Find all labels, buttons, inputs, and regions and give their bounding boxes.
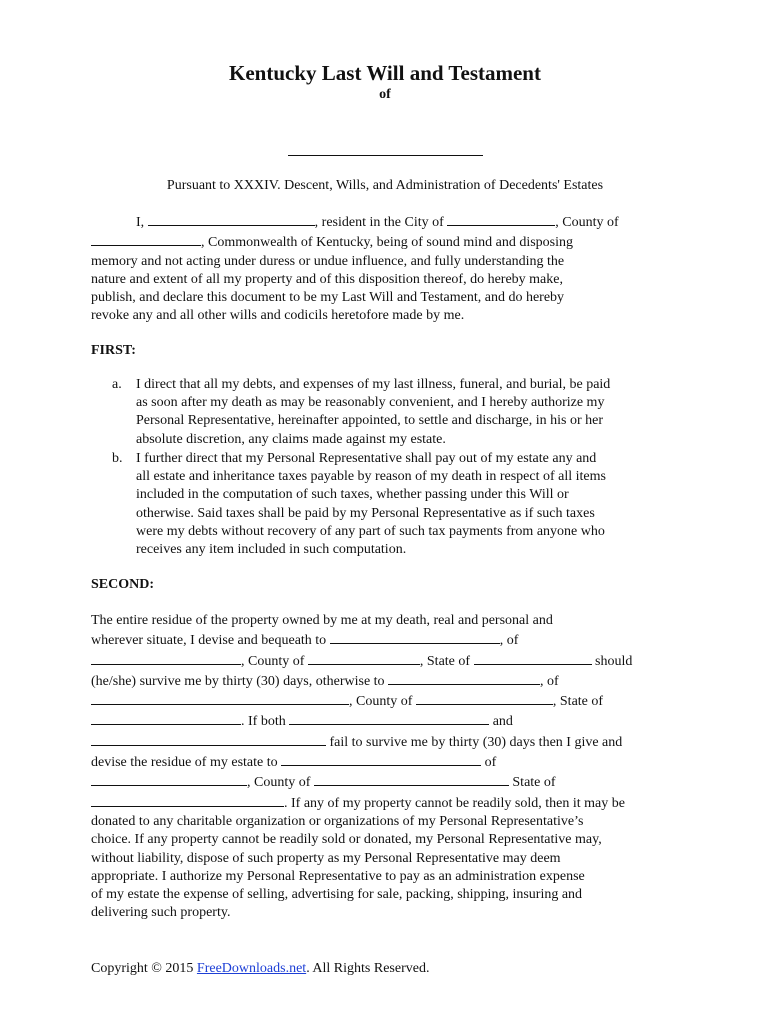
- item-letter: a.: [112, 377, 122, 392]
- alternate-beneficiary-blank[interactable]: [388, 671, 540, 685]
- contingent-beneficiary-blank[interactable]: [281, 752, 481, 766]
- document-title: Kentucky Last Will and Testament: [229, 61, 541, 85]
- item-text-line: Personal Representative, hereinafter appointed, to settle and discharge, in his or her: [136, 413, 604, 429]
- contingent-city-blank[interactable]: [91, 772, 247, 786]
- testator-name-field[interactable]: [288, 155, 483, 156]
- first-item-b-text: [136, 450, 606, 559]
- intro-paragraph: I, , resident in the City of , County of , Commonwealth of Kentucky, being of sound mind and disposing memory and not acting under duress or undue influence, and fully understanding the nature and extent of all my property and of this disposition thereof, do hereby make, publish, and declare this document to be my Last Will and Testament, and do hereby revoke any and all other wills and codicils heretofore made by me.: [91, 212, 691, 326]
- testator-name-blank[interactable]: [148, 212, 315, 226]
- alternate-county-blank[interactable]: [416, 691, 553, 705]
- second-heading: SECOND:: [91, 577, 155, 592]
- first-heading: FIRST:: [91, 343, 136, 358]
- item-text-line: receives any item included in such computation.: [136, 542, 407, 558]
- copyright-footer: Copyright © 2015 FreeDownloads.net. All Rights Reserved.: [91, 961, 430, 976]
- freedownloads-link[interactable]: FreeDownloads.net: [196, 961, 307, 976]
- item-text-line: as soon after my death as may be reasonably convenient, and I hereby authorize my: [136, 395, 605, 411]
- city-blank[interactable]: [447, 212, 555, 226]
- contingent-county-blank[interactable]: [314, 772, 509, 786]
- of-label: of: [379, 87, 391, 102]
- alternate-city-blank[interactable]: [91, 691, 349, 705]
- item-text-line: I direct that all my debts, and expenses of my last illness, funeral, and burial, be paid: [136, 377, 611, 392]
- beneficiary-county-blank[interactable]: [308, 651, 420, 665]
- alternate-state-blank[interactable]: [91, 711, 241, 725]
- item-text-line: otherwise. Said taxes shall be paid by my Personal Representative as if such taxes: [136, 505, 595, 521]
- first-item-a: [112, 376, 692, 450]
- beneficiary-state-blank[interactable]: [474, 651, 592, 665]
- pursuant-statute-line: Pursuant to XXXIV. Descent, Wills, and Administration of Decedents' Estates: [166, 178, 604, 193]
- first-item-a-text: [136, 376, 610, 449]
- beneficiary-name-blank[interactable]: [330, 630, 500, 644]
- beneficiary-city-blank[interactable]: [91, 651, 241, 665]
- contingent-state-blank[interactable]: [91, 793, 284, 807]
- item-text-line: included in the computation of such taxes, whether passing under this Will or: [136, 487, 569, 503]
- item-text-line: I further direct that my Personal Representative shall pay out of my estate any and: [136, 451, 597, 466]
- item-letter: b.: [112, 451, 123, 466]
- second-paragraph: The entire residue of the property owned by me at my death, real and personal and wherever situate, I devise and bequeath to , of , County of , State of should (he/she) survive me by thirty (30) days, otherwise to , of , County of , State of . If both and fail to survive me by thirty (30) days then I give and devise the residue of my estate to of , County of State of . If any of my property cannot be readily sold, then it may be donated to any charitable organization or organizations of my Personal Representative’s choice. If any property cannot be readily sold or donated, my Personal Representative may, without liability, dispose of such property as my Personal Representative may deem appropriate. I authorize my Personal Representative to pay as an administration expense of my estate the expense of selling, advertising for sale, packing, shipping, insuring and delivering such property.: [91, 613, 633, 921]
- item-text-line: all estate and inheritance taxes payable by reason of my death in respect of all items: [136, 469, 606, 485]
- second-beneficiary-both-blank[interactable]: [91, 732, 326, 746]
- item-text-line: were my debts without recovery of any part of such tax payments from anyone who: [136, 523, 605, 539]
- item-text-line: absolute discretion, any claims made against my estate.: [136, 431, 446, 447]
- first-item-b: [112, 450, 692, 560]
- first-beneficiary-both-blank[interactable]: [289, 711, 489, 725]
- county-blank[interactable]: [91, 232, 201, 246]
